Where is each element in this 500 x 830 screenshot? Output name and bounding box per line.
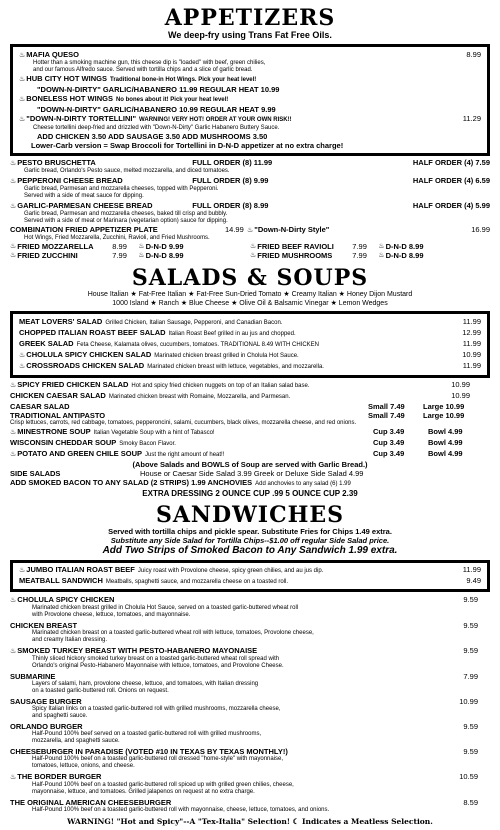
lower-carb-note: Lower-Carb version = Swap Broccoli for Tortellini in D-N-D appetizer at no extra charge! <box>31 141 344 150</box>
item-description: Served with a side of meat or Marinara (vegetarian option) sauce for dipping. <box>24 218 228 224</box>
sandwich-row <box>10 672 490 681</box>
item-description: Marinated chicken breast with lettuce, vegetables, and mozzarella. <box>147 364 324 370</box>
item-name: PEPPERONI CHEESE BREAD <box>17 176 123 185</box>
soup-item <box>10 427 490 438</box>
item-name: FRIED BEEF RAVIOLI <box>257 242 334 251</box>
item-description: Add anchovies to any salad (6) 1.99 <box>255 481 351 487</box>
item-name: POTATO AND GREEN CHILE SOUP <box>17 449 143 458</box>
hot-pepper-icon: ♨ <box>10 774 17 781</box>
salad-item <box>10 380 490 391</box>
item-price: 11.99 <box>462 361 481 370</box>
item-description: Juicy roast with Provolone cheese, spicy green chilies, and au jus dip. <box>137 568 324 574</box>
hot-pepper-icon: ♨ <box>19 52 26 59</box>
item-name: THE ORIGINAL AMERICAN CHEESEBURGER <box>10 798 172 807</box>
featured-salad <box>19 350 481 361</box>
item-price: 10.99 <box>462 350 481 359</box>
sandwich-row <box>10 722 490 731</box>
footer-warning: WARNING! "Hot and Spicy"--A "Tex-Italia" Selection! ☾ Indicates a Meatless Selection. <box>67 817 433 826</box>
sandwich-item <box>10 672 490 695</box>
appetizer-item <box>10 176 490 186</box>
item-options: ADD CHICKEN 3.50 ADD SAUSAGE 3.50 ADD MUSHROOMS 3.50 <box>37 132 268 141</box>
salad-size-item <box>10 411 490 420</box>
item-name: WISCONSIN CHEDDAR SOUP <box>10 438 117 447</box>
cup-price: Cup 3.49 <box>373 427 405 436</box>
item-name: CROSSROADS CHICKEN SALAD <box>26 361 145 370</box>
featured-salad <box>19 317 481 328</box>
sandwich-item <box>10 595 490 619</box>
hot-pepper-icon: ♨ <box>10 252 17 259</box>
sandwich-item <box>10 621 490 644</box>
hot-pepper-icon: ♨ <box>138 252 145 259</box>
item-price: 7.99 <box>463 672 478 681</box>
sandwich-note: Substitute any Side Salad for Tortilla Chips--$1.00 off regular Side Salad price. <box>110 536 390 545</box>
item-price: 11.99 <box>462 565 481 574</box>
item-name: COMBINATION FRIED APPETIZER PLATE <box>10 225 158 234</box>
cup-price: Cup 3.49 <box>373 449 405 458</box>
item-name: CHICKEN BREAST <box>10 621 78 630</box>
item-description: Garlic bread, Parmesan and mozzarella cheeses, baked till crisp and bubbly. <box>24 211 228 217</box>
appetizers-featured-box <box>10 44 490 156</box>
item-name: "DOWN-N-DIRTY TORTELLINI" <box>26 114 137 123</box>
featured-sandwich <box>19 576 481 587</box>
item-price: 10.59 <box>459 772 478 781</box>
side-salads <box>10 469 490 478</box>
hot-pepper-icon: ♨ <box>10 429 17 436</box>
item-name: SIDE SALADS <box>10 469 61 478</box>
item-description: Layers of salami, ham, provolone cheese, lettuce, and tomatoes, with Italian dressing <box>32 681 259 687</box>
item-description: mayonnaise, lettuce, and tomatoes. Grilled jalapenos on request at no extra charge. <box>32 789 255 795</box>
item-description: Feta Cheese, Kalamata olives, cucumbers, tomatoes. TRADITIONAL 8.49 WITH CHICKEN <box>76 342 320 348</box>
item-description: mozzarella, and spaghetti sauce. <box>32 738 120 744</box>
item-description: Half-Pound 100% beef on a toasted garlic-buttered roll dressed "home-style" with mayonnaise, <box>32 756 284 762</box>
soup-item <box>10 438 490 449</box>
item-description: Just the right amount of heat!! <box>145 452 225 458</box>
sandwich-row <box>10 772 490 782</box>
item-name: CHOLULA SPICY CHICKEN <box>17 595 115 604</box>
item-price: 9.59 <box>463 595 478 604</box>
featured-appetizer <box>19 50 481 60</box>
sandwich-note: Served with tortilla chips and pickle spear. Substitute Fries for Chips 1.49 extra. <box>108 527 392 536</box>
fried-row <box>10 251 490 260</box>
item-description: and spaghetti sauce. <box>32 713 88 719</box>
hot-pepper-icon: ♨ <box>250 252 257 259</box>
appetizer-item <box>10 158 490 168</box>
dnd-price: 16.99 <box>471 225 490 234</box>
item-description: Grilled Chicken, Italian Sausage, Pepperoni, and Canadian Bacon. <box>105 320 283 326</box>
item-price: 11.99 <box>462 317 481 326</box>
combo-plate <box>10 225 490 235</box>
bowl-price: Bowl 4.99 <box>428 427 463 436</box>
featured-appetizer <box>19 74 481 85</box>
item-description: with Provolone cheese, lettuce, tomatoes, and mayonnaise. <box>32 612 191 618</box>
bowl-price: Bowl 4.99 <box>428 449 463 458</box>
salads-featured-box <box>10 311 490 378</box>
item-name: PESTO BRUSCHETTA <box>17 158 96 167</box>
dnd-price: D-N-D 8.99 <box>145 251 184 260</box>
item-description: Hotter than a smoking machine gun, this cheese dip is "loaded" with beef, green chilies, <box>33 60 266 66</box>
fried-item <box>250 251 490 260</box>
item-description: Half-Pound 100% beef on a toasted garlic-buttered roll with mayonnaise, cheese, lettuce, tomatoes, and onions. <box>32 807 330 813</box>
hot-pepper-icon: ♨ <box>10 597 17 604</box>
item-price: 8.99 <box>112 242 127 251</box>
hot-pepper-icon: ♨ <box>10 203 17 210</box>
dnd-price: D-N-D 8.99 <box>385 251 424 260</box>
dnd-label: "Down-N-Dirty Style" <box>254 225 330 234</box>
item-name: THE BORDER BURGER <box>17 772 102 781</box>
hot-pepper-icon: ♨ <box>247 227 254 234</box>
item-name: SMOKED TURKEY BREAST WITH PESTO-HABANERO MAYONAISE <box>17 646 258 655</box>
salad-item <box>10 391 490 402</box>
item-price: 9.59 <box>463 646 478 655</box>
item-description: on a toasted garlic-buttered roll. Onions on request. <box>32 688 169 694</box>
sandwich-row <box>10 646 490 656</box>
full-order-price: FULL ORDER (8) 9.99 <box>192 176 269 185</box>
dnd-price: D-N-D 8.99 <box>385 242 424 251</box>
item-options: "DOWN-N-DIRTY" GARLIC/HABANERO 11.99 REGULAR HEAT 10.99 <box>37 85 280 94</box>
menu-page <box>0 6 500 830</box>
item-name: HUB CITY HOT WINGS <box>26 74 107 83</box>
salad-size-item <box>10 402 490 411</box>
item-price: 9.59 <box>463 747 478 756</box>
item-description: Served with a side of meat sauce for dipping. <box>24 193 144 199</box>
item-price: 8.59 <box>463 798 478 807</box>
item-name: BONELESS HOT WINGS <box>26 94 113 103</box>
sandwich-row <box>10 697 490 706</box>
item-price: 11.99 <box>462 339 481 348</box>
hot-pepper-icon: ♨ <box>10 648 17 655</box>
item-note: No bones about it! Pick your heat level! <box>115 97 229 103</box>
item-price: 10.99 <box>459 697 478 706</box>
item-note: WARNING! VERY HOT! ORDER AT YOUR OWN RISK!! <box>139 117 292 123</box>
item-price: 8.99 <box>466 50 481 59</box>
featured-appetizer <box>19 114 481 125</box>
full-order-price: FULL ORDER (8) 11.99 <box>192 158 273 167</box>
hot-pepper-icon: ♨ <box>19 567 26 574</box>
item-name: CHEESEBURGER IN PARADISE (VOTED #10 IN TEXAS BY TEXAS MONTHLY!) <box>10 747 288 756</box>
item-price: 7.99 <box>352 251 367 260</box>
fried-item <box>250 242 490 251</box>
cup-price: Cup 3.49 <box>373 438 405 447</box>
item-description: Marinated chicken breast grilled in Cholula Hot Sauce. <box>154 353 299 359</box>
sandwich-row <box>10 798 490 807</box>
item-name: FRIED ZUCCHINI <box>17 251 78 260</box>
item-name: SAUSAGE BURGER <box>10 697 82 706</box>
item-price: 11.29 <box>462 114 481 123</box>
hot-pepper-icon: ♨ <box>10 178 17 185</box>
section-title-salads: SALADS & SOUPS <box>131 265 369 291</box>
item-name: SUBMARINE <box>10 672 56 681</box>
item-description: Spicy Italian links on a toasted garlic-buttered roll with grilled mushrooms, mozzarella cheese, <box>32 706 281 712</box>
featured-salad <box>19 361 481 372</box>
large-price: Large 10.99 <box>423 411 465 420</box>
item-description: Marinated chicken breast with Romaine, Mozzarella, and Parmesan. <box>108 394 291 400</box>
sandwich-item <box>10 697 490 720</box>
add-bacon <box>10 478 490 489</box>
half-order-price: HALF ORDER (4) 6.59 <box>412 176 490 185</box>
item-name: CAESAR SALAD <box>10 402 70 411</box>
item-description: Hot Wings, Fried Mozzarella, Zucchini, Ravioli, and Fried Mushrooms. <box>24 235 210 241</box>
item-name: ADD SMOKED BACON TO ANY SALAD (2 STRIPS) 1.99 ANCHOVIES <box>10 478 253 487</box>
item-description: Smoky Bacon Flavor. <box>119 441 176 447</box>
hot-pepper-icon: ♨ <box>10 160 17 167</box>
item-name: FRIED MUSHROOMS <box>257 251 333 260</box>
item-name: CHOPPED ITALIAN ROAST BEEF SALAD <box>19 328 166 337</box>
item-name: MEAT LOVERS' SALAD <box>19 317 103 326</box>
extra-dressing: EXTRA DRESSING 2 OUNCE CUP .99 5 OUNCE CUP 2.39 <box>142 489 358 498</box>
item-description: tomatoes, lettuce, onions, and cheese. <box>32 763 135 769</box>
item-options: "DOWN-N-DIRTY" GARLIC/HABANERO 10.99 REGULAR HEAT 9.99 <box>37 105 276 114</box>
full-order-price: FULL ORDER (8) 8.99 <box>192 201 269 210</box>
fried-row <box>10 242 490 251</box>
hot-pepper-icon: ♨ <box>378 252 385 259</box>
hot-pepper-icon: ♨ <box>19 116 26 123</box>
item-name: GREEK SALAD <box>19 339 74 348</box>
small-price: Small 7.49 <box>368 402 405 411</box>
featured-salad <box>19 328 481 339</box>
item-description: Italian Vegetable Soup with a hint of Tabasco! <box>93 430 215 436</box>
item-price: 9.49 <box>466 576 481 585</box>
item-note: Traditional bone-in Hot Wings. Pick your heat level! <box>109 77 257 83</box>
item-name: CHOLULA SPICY CHICKEN SALAD <box>26 350 152 359</box>
item-description: Thinly sliced hickory smoked turkey breast on a toasted garlic-buttered wheat roll spread with <box>32 656 280 662</box>
sandwich-item <box>10 722 490 745</box>
hot-pepper-icon: ♨ <box>19 352 26 359</box>
item-name: MAFIA QUESO <box>26 50 79 59</box>
item-name: SPICY FRIED CHICKEN SALAD <box>17 380 129 389</box>
item-name: FRIED MOZZARELLA <box>17 242 94 251</box>
item-description: Cheese tortellini deep-fried and drizzled with "Down-N-Dirty" Garlic Habanero Buttery Sauce. <box>33 125 280 131</box>
item-name: CHICKEN CAESAR SALAD <box>10 391 106 400</box>
item-description: Orlando's original Pesto-Habanero Mayonnaise with lettuce, tomatoes, and Provolone Cheese. <box>32 663 284 669</box>
item-name: JUMBO ITALIAN ROAST BEEF <box>26 565 135 574</box>
item-price: 12.99 <box>462 328 481 337</box>
sandwich-item <box>10 646 490 670</box>
featured-sandwich <box>19 565 481 576</box>
fried-item <box>10 251 250 260</box>
hot-pepper-icon: ♨ <box>378 243 385 250</box>
item-description: Garlic bread, Orlando's Pesto sauce, melted mozzarella, and diced tomatoes. <box>24 168 230 174</box>
featured-appetizer <box>19 94 481 105</box>
appetizers-subtitle: We deep-fry using Trans Fat Free Oils. <box>168 30 332 40</box>
section-title-sandwiches: SANDWICHES <box>155 502 345 528</box>
item-description: and creamy Italian dressing. <box>32 637 108 643</box>
sandwich-row <box>10 621 490 630</box>
item-price: 9.59 <box>463 621 478 630</box>
soup-note: (Above Salads and BOWLS of Soup are served with Garlic Bread.) <box>132 460 368 469</box>
section-title-appetizers: APPETIZERS <box>164 5 336 31</box>
large-price: Large 10.99 <box>423 402 465 411</box>
half-order-price: HALF ORDER (4) 5.99 <box>412 201 490 210</box>
item-price: 10.99 <box>451 380 470 389</box>
item-price: 10.99 <box>451 391 470 400</box>
sandwich-item <box>10 747 490 770</box>
appetizer-item <box>10 201 490 211</box>
dressing-list: House Italian ★ Fat-Free Italian ★ Fat-Free Sun-Dried Tomato ★ Creamy Italian ★ Honey Dijon Mustard <box>87 291 413 298</box>
item-description: Marinated chicken breast on a toasted garlic-buttered wheat roll with lettuce, tomatoes, Provolone cheese, <box>32 630 314 636</box>
item-price: 7.99 <box>352 242 367 251</box>
sandwiches-featured-box <box>10 560 490 592</box>
soup-item <box>10 449 490 460</box>
item-name: TRADITIONAL ANTIPASTO <box>10 411 106 420</box>
sandwich-item <box>10 772 490 796</box>
item-name: ORLANDO BURGER <box>10 722 83 731</box>
sandwich-item <box>10 798 490 814</box>
item-description: Meatballs, spaghetti sauce, and mozzarella cheese on a toasted roll. <box>105 579 288 585</box>
featured-salad <box>19 339 481 350</box>
item-price: 14.99 <box>225 225 244 234</box>
item-name: MINESTRONE SOUP <box>17 427 91 436</box>
hot-pepper-icon: ♨ <box>19 363 26 370</box>
sandwich-row <box>10 595 490 605</box>
item-price: 7.99 <box>112 251 127 260</box>
item-description: Hot and spicy fried chicken nuggets on top of an Italian salad base. <box>131 383 310 389</box>
hot-pepper-icon: ♨ <box>10 243 17 250</box>
item-description: Garlic bread, Parmesan and mozzarella cheeses, topped with Pepperoni. <box>24 186 219 192</box>
bowl-price: Bowl 4.99 <box>428 438 463 447</box>
sandwich-bacon-note: Add Two Strips of Smoked Bacon to Any Sandwich 1.99 extra. <box>102 545 398 556</box>
dnd-price: D-N-D 9.99 <box>145 242 184 251</box>
item-description: Marinated chicken breast grilled in Cholula Hot Sauce, served on a toasted garlic-buttered wheat roll <box>32 605 299 611</box>
sandwich-row <box>10 747 490 756</box>
hot-pepper-icon: ♨ <box>19 76 26 83</box>
item-description: Crisp lettuces, carrots, red cabbage, tomatoes, pepperoncini, salami, cucumbers, black olives, mozzarella cheese, and red onions. <box>10 420 357 426</box>
half-order-price: HALF ORDER (4) 7.59 <box>412 158 490 167</box>
hot-pepper-icon: ♨ <box>10 382 17 389</box>
dressing-list: 1000 Island ★ Ranch ★ Blue Cheese ★ Olive Oil & Balsamic Vinegar ★ Lemon Wedges <box>112 300 388 307</box>
hot-pepper-icon: ♨ <box>250 243 257 250</box>
item-name: GARLIC-PARMESAN CHEESE BREAD <box>17 201 153 210</box>
item-description: House or Caesar Side Salad 3.99 Greek or Deluxe Side Salad 4.99 <box>140 469 364 478</box>
item-name: MEATBALL SANDWICH <box>19 576 103 585</box>
sandwich-list <box>10 595 490 814</box>
item-description: Half-Pound 100% beef on a toasted garlic-buttered roll spiced up with grilled green chilies, cheese, <box>32 782 294 788</box>
hot-pepper-icon: ♨ <box>19 96 26 103</box>
item-price: 9.59 <box>463 722 478 731</box>
fried-item <box>10 242 250 251</box>
item-description: Italian Roast Beef grilled in au jus and chopped. <box>168 331 296 337</box>
hot-pepper-icon: ♨ <box>10 451 17 458</box>
item-description: and our famous Alfredo sauce. Served with tortilla chips and a slice of garlic bread. <box>33 67 253 73</box>
small-price: Small 7.49 <box>368 411 405 420</box>
hot-pepper-icon: ♨ <box>138 243 145 250</box>
item-description: Half-Pound 100% beef served on a toasted garlic-buttered roll with grilled mushrooms, <box>32 731 262 737</box>
